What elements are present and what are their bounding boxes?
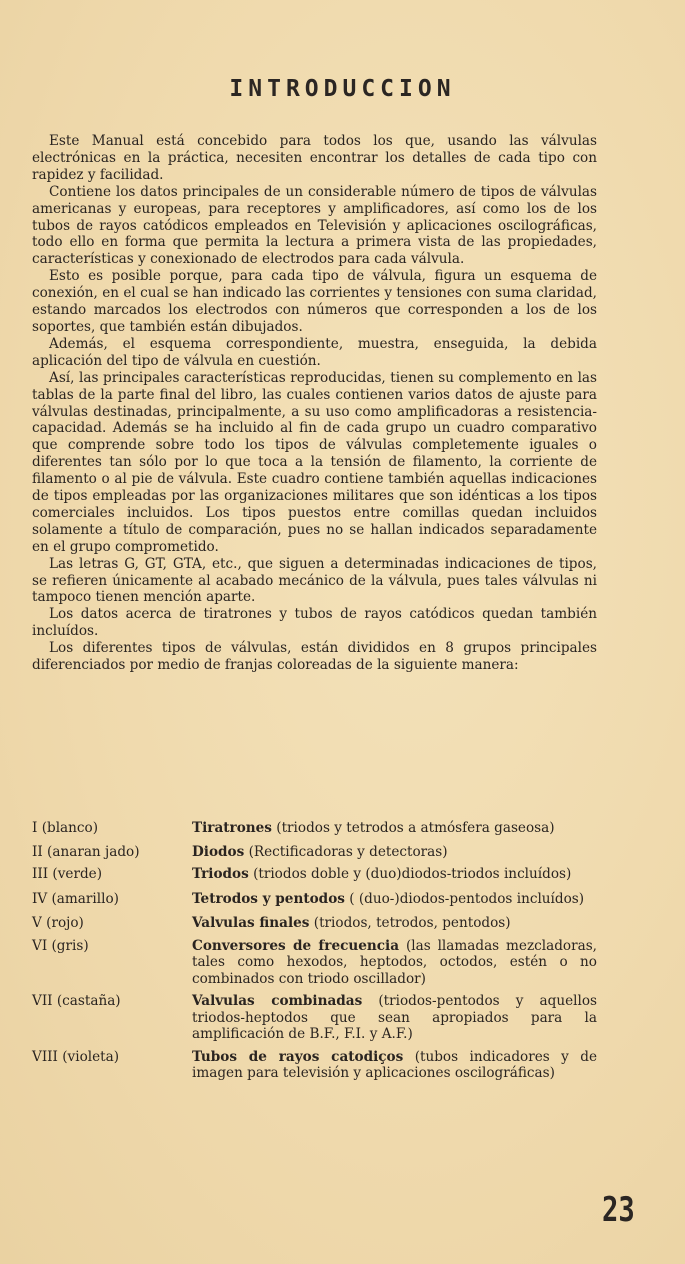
page-number: 23 [602, 1190, 635, 1230]
valve-group-item [32, 820, 597, 837]
group-label: IV (amarillo) [32, 890, 119, 907]
valve-group-item [32, 915, 597, 932]
paragraph: Este Manual está concebido para todos los que, usando las válvulas electrónicas en la práctica, necesiten encontrar los detalles de cada tipo con rapidez y facilidad. [32, 133, 597, 183]
valve-group-item [32, 938, 597, 988]
group-name: Tetrodos y pentodos [192, 890, 345, 907]
group-name: Triodos [192, 866, 249, 882]
group-detail: ( (duo-)diodos-pentodos incluídos) [344, 890, 585, 907]
paragraph: Los diferentes tipos de válvulas, están divididos en 8 grupos principales diferenciados por medio de franjas coloreadas de la siguiente manera: [32, 640, 597, 674]
valve-group-item [32, 866, 597, 883]
group-detail: (triodos-pentodos y aquellos triodos-heptodos que sean apropiados para la amplificación de B.F., F.I. y A.F.) [192, 993, 597, 1042]
valve-group-item [32, 993, 597, 1043]
paragraph: Las letras G, GT, GTA, etc., que siguen a determinadas indicaciones de tipos, se refieren únicamente al acabado mecánico de la válvula, pues tales válvulas ni tampoco tienen mención aparte. [32, 555, 597, 606]
valve-group-list [32, 820, 597, 1082]
group-label: III (verde) [32, 866, 103, 882]
paragraph: Contiene los datos principales de un considerable número de tipos de válvulas americanas y europeas, para receptores y amplificadores, así como los de los tubos de rayos catódicos empleados en Televisión y aplicaciones oscilográficas, todo ello en forma que permita la lectura a primera vista de las propiedades, características y conexionado de electrodos para cada válvula. [32, 183, 597, 268]
group-description [192, 866, 597, 883]
group-detail: (las llamadas mezcladoras, tales como hexodos, heptodos, octodos, estén o no combinados con triodo oscillador) [192, 937, 597, 987]
group-detail: (Rectificadoras y detectoras) [244, 843, 448, 860]
group-name: Conversores de frecuencia [192, 937, 400, 954]
group-description [192, 915, 597, 932]
group-name: Diodos [192, 843, 245, 860]
paragraph: Así, las principales características reproducidas, tienen su complemento en las tablas de la parte final del libro, las cuales contienen varios datos de ajuste para válvulas destinadas, principalmente, a su uso como amplificadoras a resistencia-capacidad. Además se ha incluido al fin de cada grupo un cuadro comparativo que comprende sobre todo los tipos de válvulas completemente iguales o diferentes tan sólo por lo que toca a la tensión de filamento, la corriente de filamento o al pie de válvula. Este cuadro contiene también aquellas indicaciones de tipos empleadas por las organizaciones militares que son idénticas a los tipos comerciales incluidos. Los tipos puestos entre comillas quedan incluidos solamente a título de comparación, pues no se hallan indicados separadamente en el grupo comprometido. [32, 369, 597, 555]
group-detail: (triodos doble y (duo)diodos-triodos incluídos) [248, 866, 572, 882]
introduction-text [32, 133, 597, 674]
group-label: VI (gris) [32, 937, 89, 954]
valve-group-item [32, 1049, 597, 1082]
group-description [192, 993, 597, 1043]
group-name: Valvulas finales [192, 915, 310, 931]
group-description [192, 938, 597, 988]
group-detail: (triodos, tetrodos, pentodos) [309, 915, 511, 931]
group-detail: (tubos indicadores y de imagen para televisión y aplicaciones oscilográficas) [192, 1048, 597, 1081]
paragraph: Esto es posible porque, para cada tipo de válvula, figura un esquema de conexión, en el cual se han indicado las corrientes y tensiones con suma claridad, estando marcados los electrodos con números que corresponden a los de los soportes, que también están dibujados. [32, 268, 597, 335]
group-label: II (anaran jado) [32, 843, 140, 860]
paragraph: Además, el esquema correspondiente, muestra, enseguida, la debida aplicación del tipo de válvula en cuestión. [32, 335, 597, 369]
group-description [192, 1049, 597, 1082]
valve-group-item [32, 891, 597, 908]
group-detail: (triodos y tetrodos a atmósfera gaseosa) [271, 820, 555, 836]
group-name: Valvulas combinadas [192, 993, 363, 1009]
group-name: Tiratrones [192, 820, 272, 836]
group-label: VII (castaña) [32, 993, 121, 1009]
group-description [192, 844, 597, 861]
group-description [192, 820, 597, 837]
group-label: VIII (violeta) [32, 1048, 120, 1065]
group-label: I (blanco) [32, 820, 99, 836]
group-label: V (rojo) [32, 915, 84, 931]
group-description [192, 891, 597, 908]
group-name: Tubos de rayos catodiços [192, 1048, 404, 1065]
valve-group-item [32, 844, 597, 861]
page-title: INTRODUCCION [229, 76, 456, 102]
paragraph: Los datos acerca de tiratrones y tubos de rayos catódicos quedan también incluídos. [32, 606, 597, 640]
